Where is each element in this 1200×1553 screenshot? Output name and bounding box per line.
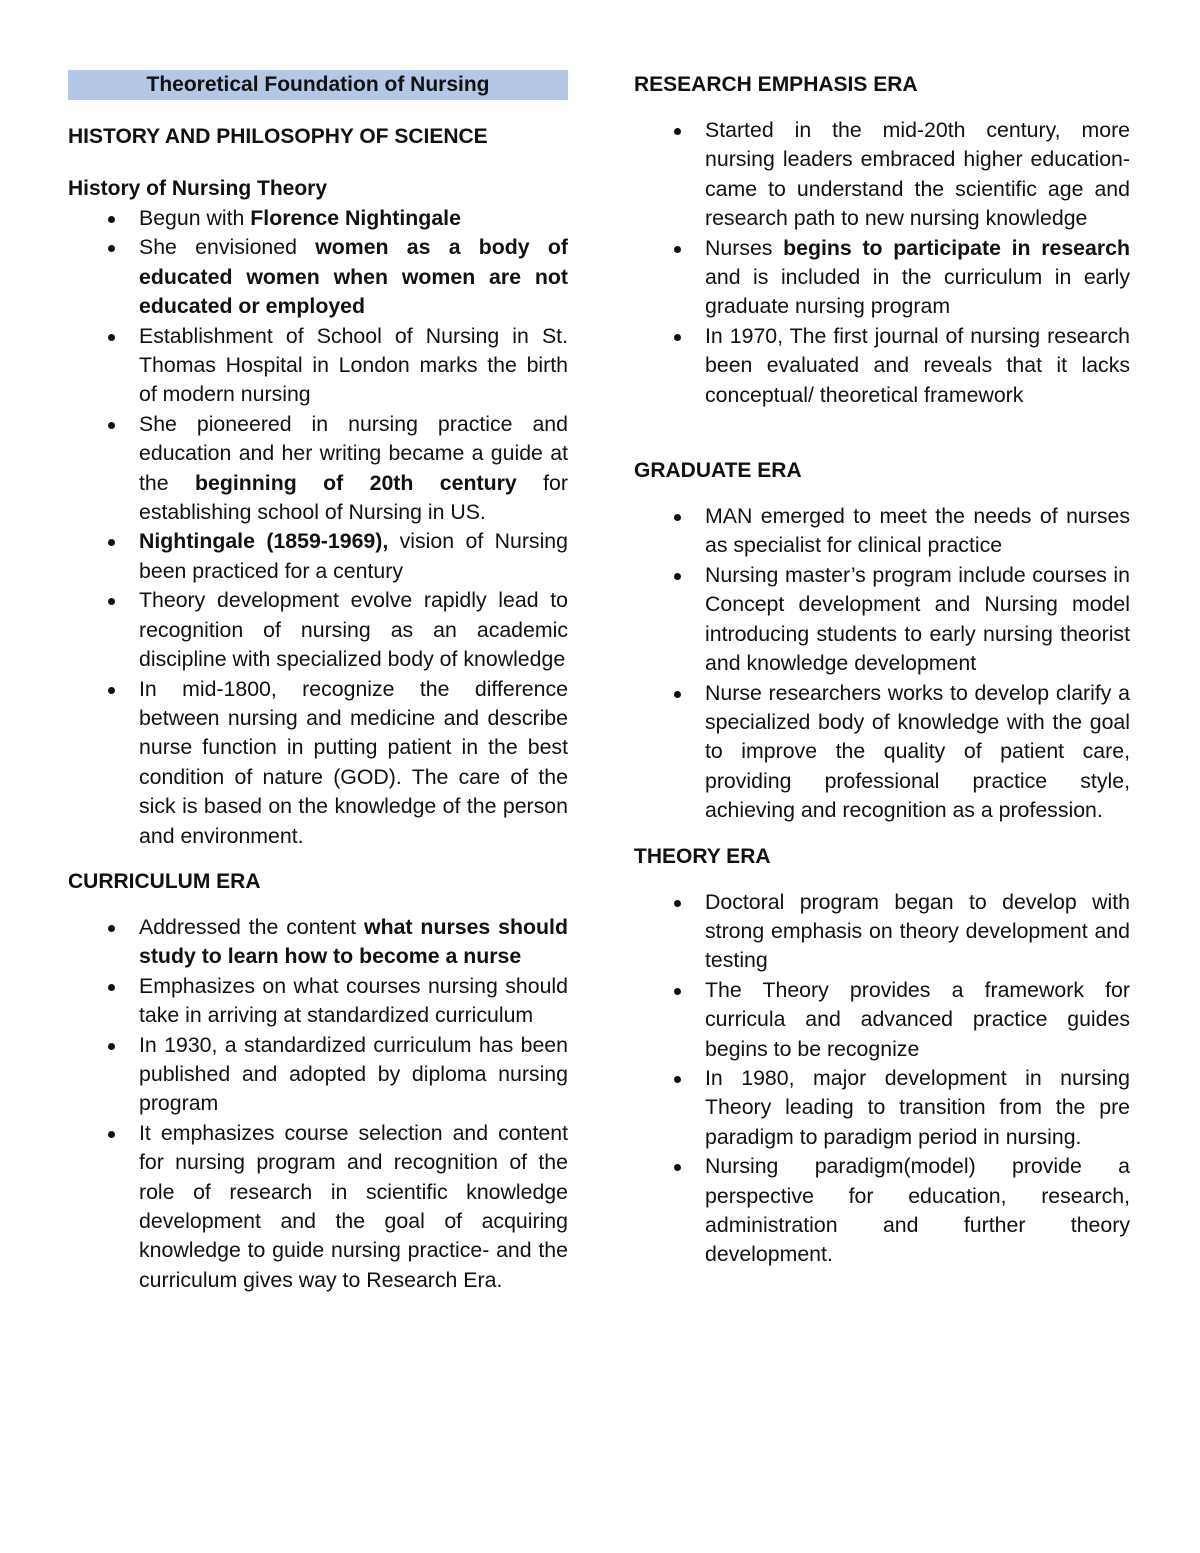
history-list <box>68 204 568 851</box>
item-text: In 1980, major development in nursing Theory leading to transition from the pre paradigm to paradigm period in nursing. <box>705 1065 1130 1149</box>
list-item <box>68 527 568 586</box>
bullet-icon <box>674 1076 681 1083</box>
emphasis-text: Nightingale (1859-1969), <box>139 529 389 554</box>
curriculum-heading: CURRICULUM ERA <box>68 869 261 893</box>
document-title-banner: Theoretical Foundation of Nursing <box>68 70 568 100</box>
item-text: Nurse researchers works to develop clarify a specialized body of knowledge with the goal to improve the quality of patient care, providing professional practice style, achieving and recognition as a profession. <box>705 680 1130 823</box>
theory-heading: THEORY ERA <box>634 844 771 868</box>
bullet-icon <box>108 539 115 546</box>
item-text: vision of Nursing been practiced for a century <box>139 529 568 583</box>
item-text: In 1930, a standardized curriculum has been published and adopted by diploma nursing program <box>139 1032 568 1116</box>
list-item <box>68 233 568 321</box>
bullet-icon <box>674 691 681 698</box>
theory-list <box>634 888 1130 1270</box>
list-item <box>68 972 568 1031</box>
bullet-icon <box>674 514 681 521</box>
list-item <box>68 675 568 851</box>
bullet-icon <box>674 1164 681 1171</box>
item-text: Begun with <box>139 206 251 230</box>
list-item <box>634 116 1130 234</box>
research-heading: RESEARCH EMPHASIS ERA <box>634 73 918 96</box>
emphasis-text: beginning of 20th century <box>195 470 517 495</box>
right-column <box>634 70 1130 1270</box>
curriculum-list <box>68 913 568 1295</box>
bullet-icon <box>674 573 681 580</box>
bullet-icon <box>108 687 115 694</box>
item-text: Theory development evolve rapidly lead to recognition of nursing as an academic discipline with specialized body of knowledge <box>139 588 568 672</box>
section-title: HISTORY AND PHILOSOPHY OF SCIENCE <box>68 125 488 148</box>
item-text: Doctoral program began to develop with strong emphasis on theory development and testing <box>705 889 1130 973</box>
item-text: Emphasizes on what courses nursing should take in arriving at standardized curriculum <box>139 973 568 1028</box>
list-item <box>68 1031 568 1119</box>
list-item <box>634 502 1130 561</box>
list-item <box>634 888 1130 976</box>
item-text: She envisioned <box>139 235 316 260</box>
bullet-icon <box>674 128 681 135</box>
bullet-icon <box>108 334 115 341</box>
item-text: The Theory provides a framework for curricula and advanced practice guides begins to be recognize <box>705 977 1130 1061</box>
bullet-icon <box>108 1131 115 1138</box>
list-item <box>68 322 568 410</box>
bullet-icon <box>108 216 115 223</box>
list-item <box>634 679 1130 826</box>
item-text: Started in the mid-20th century, more nursing leaders embraced higher education- came to understand the scientific age and research path to new nursing knowledge <box>705 118 1130 231</box>
graduate-list <box>634 502 1130 825</box>
emphasis-text: women as a body of educated women when women are not educated or employed <box>139 235 568 319</box>
item-text: She pioneered in nursing practice and education and her writing became a guide at the <box>139 411 568 495</box>
item-text: MAN emerged to meet the needs of nurses as specialist for clinical practice <box>705 504 1130 558</box>
emphasis-text: begins to participate in research <box>783 235 1131 260</box>
research-list <box>634 116 1130 410</box>
bullet-icon <box>674 334 681 341</box>
list-item <box>634 976 1130 1064</box>
bullet-icon <box>108 422 115 429</box>
list-item <box>68 586 568 674</box>
item-text: In 1970, The first journal of nursing research been evaluated and reveals that it lacks conceptual/ theoretical framework <box>705 323 1130 407</box>
graduate-heading: GRADUATE ERA <box>634 459 802 483</box>
item-text: for establishing school of Nursing in US. <box>139 470 568 525</box>
item-text: Nurses <box>705 235 784 260</box>
item-text: Nursing paradigm(model) provide a perspective for education, research, administration and further theory development. <box>705 1154 1130 1267</box>
bullet-icon <box>674 246 681 253</box>
item-text: In mid-1800, recognize the difference between nursing and medicine and describe nurse function in putting patient in the best condition of nature (GOD). The care of the sick is based on the knowledge of the person and environment. <box>139 676 568 848</box>
list-item <box>634 561 1130 679</box>
list-item <box>634 1152 1130 1270</box>
item-text: Addressed the content <box>139 914 365 939</box>
emphasis-text: what nurses should study to learn how to become a nurse <box>139 914 568 969</box>
list-item <box>68 913 568 972</box>
bullet-icon <box>108 245 115 252</box>
left-column <box>68 70 568 1295</box>
bullet-icon <box>108 598 115 605</box>
list-item <box>634 234 1130 322</box>
item-text: Nursing master’s program include courses in Concept development and Nursing model introducing students to early nursing theorist and knowledge development <box>705 562 1130 676</box>
history-heading: History of Nursing Theory <box>68 177 328 200</box>
list-item <box>634 1064 1130 1152</box>
list-item <box>68 204 568 233</box>
emphasis-text: Florence Nightingale <box>250 206 461 230</box>
bullet-icon <box>108 925 115 932</box>
item-text: It emphasizes course selection and content for nursing program and recognition of the role of research in scientific knowledge development and the goal of acquiring knowledge to guide nursing practice- and the curriculum gives way to Research Era. <box>139 1120 568 1292</box>
item-text: and is included in the curriculum in early graduate nursing program <box>705 265 1130 319</box>
bullet-icon <box>108 984 115 991</box>
list-item <box>68 410 568 528</box>
item-text: Establishment of School of Nursing in St. Thomas Hospital in London marks the birth of modern nursing <box>139 323 568 407</box>
bullet-icon <box>674 900 681 907</box>
bullet-icon <box>108 1043 115 1050</box>
bullet-icon <box>674 988 681 995</box>
list-item <box>634 322 1130 410</box>
list-item <box>68 1119 568 1295</box>
